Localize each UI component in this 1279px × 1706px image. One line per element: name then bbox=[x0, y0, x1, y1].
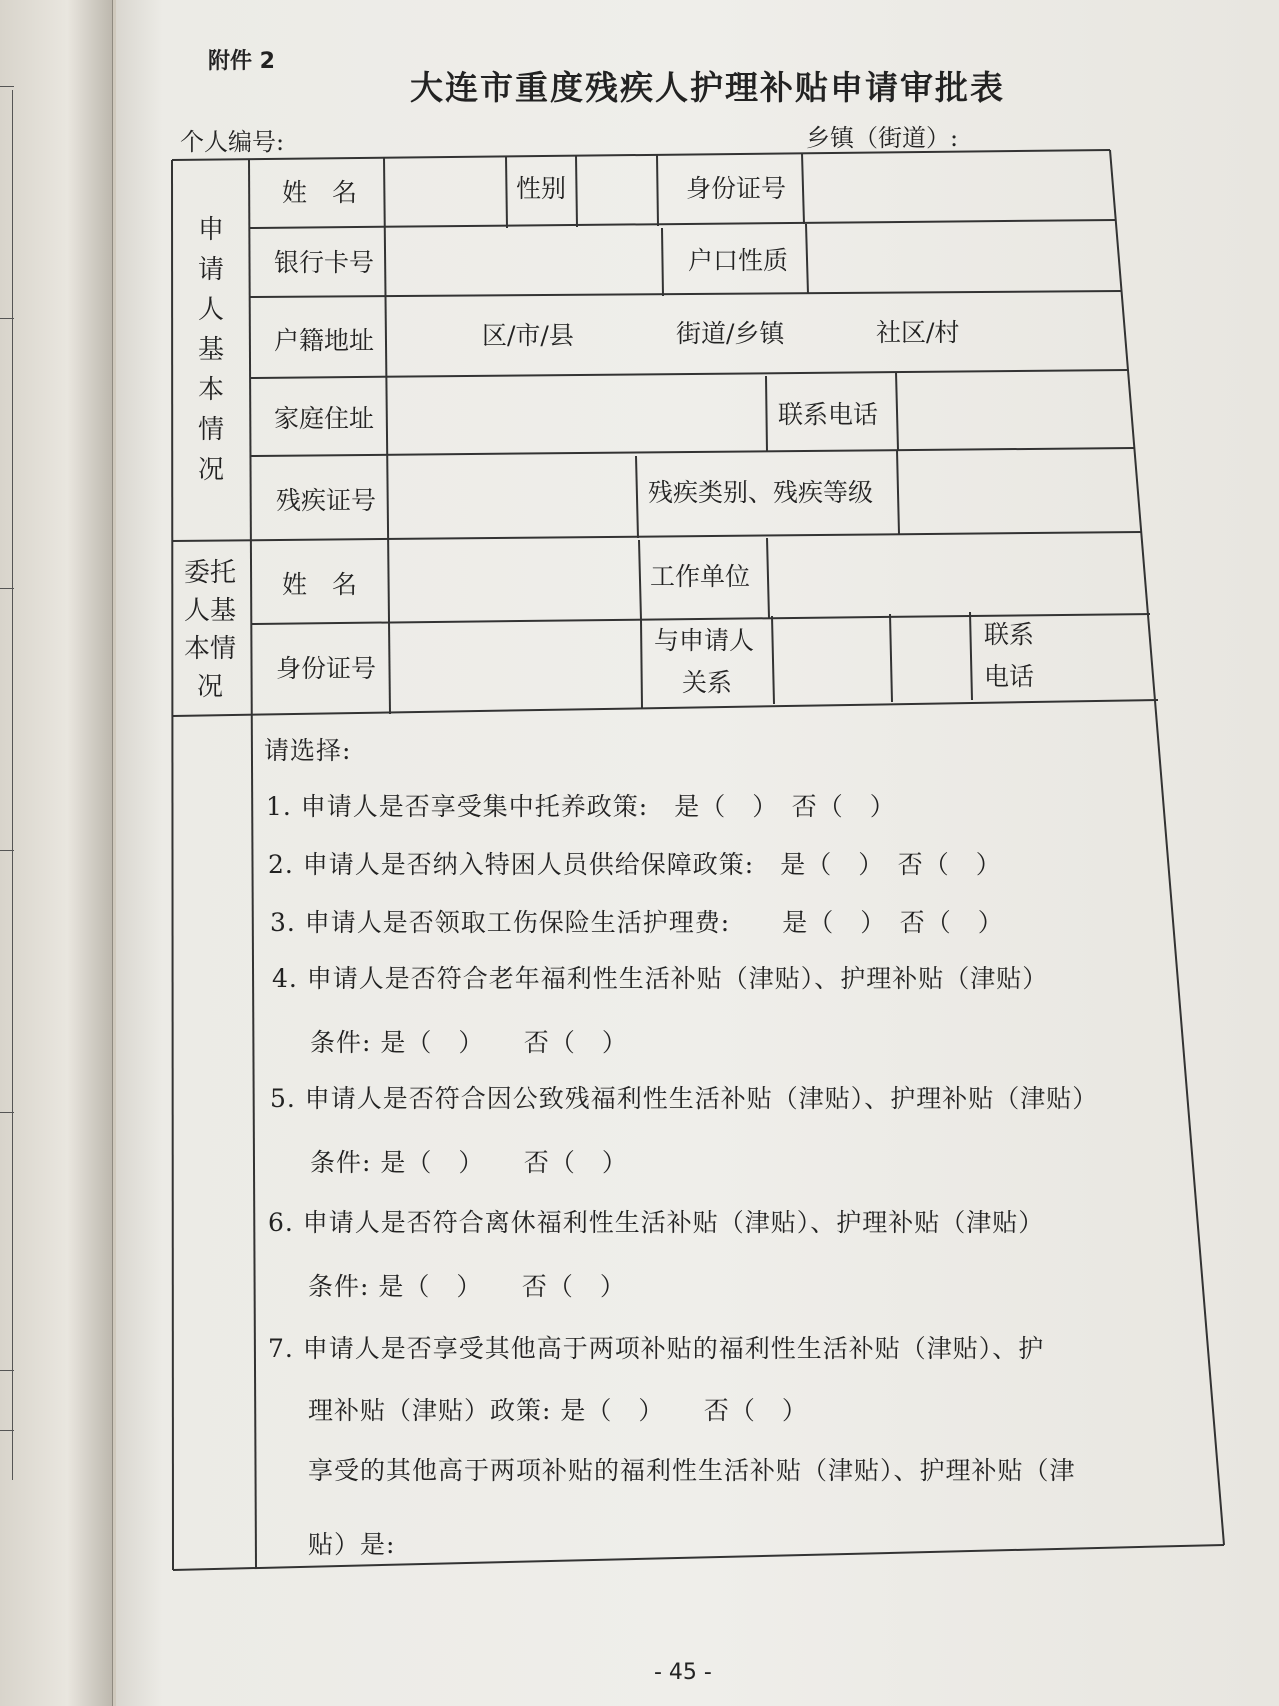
page-number: - 45 - bbox=[654, 1660, 712, 1685]
question-5: 5. 申请人是否符合因公致残福利性生活补贴（津贴）、护理补贴（津贴） bbox=[270, 1084, 1099, 1113]
question-1: 1. 申请人是否享受集中托养政策: 是（ ） 否（ ） bbox=[266, 792, 896, 821]
form-title: 大连市重度残疾人护理补贴申请审批表 bbox=[410, 68, 1005, 107]
question-4: 4. 申请人是否符合老年福利性生活补贴（津贴）、护理补贴（津贴） bbox=[272, 964, 1049, 993]
question-7-continued: 理补贴（津贴）政策: 是（ ） 否（ ） bbox=[308, 1396, 808, 1425]
agent-phone-label-2: 电话 bbox=[984, 662, 1035, 691]
personal-id-label: 个人编号: bbox=[180, 128, 285, 156]
question-7-other-benefits: 享受的其他高于两项补贴的福利性生活补贴（津贴）、护理补贴（津 bbox=[308, 1456, 1076, 1485]
disability-cert-label: 残疾证号 bbox=[276, 486, 377, 515]
attachment-label: 附件 2 bbox=[208, 49, 275, 74]
township-label: 乡镇（街道）: bbox=[806, 124, 959, 152]
facing-page-edge bbox=[0, 0, 113, 1706]
agent-section-label: 委托人基本情况 bbox=[183, 558, 236, 702]
community-label: 社区/村 bbox=[876, 318, 960, 347]
agent-name-label: 姓 名 bbox=[282, 570, 358, 599]
document-page bbox=[116, 0, 1279, 1706]
relation-label-2: 关系 bbox=[682, 668, 733, 697]
question-6: 6. 申请人是否符合离休福利性生活补贴（津贴）、护理补贴（津贴） bbox=[268, 1208, 1045, 1237]
question-2: 2. 申请人是否纳入特困人员供给保障政策: 是（ ） 否（ ） bbox=[268, 850, 1002, 879]
home-address-label: 家庭住址 bbox=[274, 404, 375, 433]
applicant-phone-label: 联系电话 bbox=[778, 400, 879, 429]
question-5-condition: 条件: 是（ ） 否（ ） bbox=[310, 1148, 628, 1177]
question-7-answer-label: 贴）是: bbox=[308, 1530, 396, 1559]
applicant-section-label: 申请人基本情况 bbox=[197, 215, 224, 485]
agent-phone-label-1: 联系 bbox=[984, 620, 1035, 649]
applicant-gender-label: 性别 bbox=[516, 174, 567, 203]
bank-card-label: 银行卡号 bbox=[274, 248, 375, 277]
registered-address-label: 户籍地址 bbox=[274, 326, 375, 355]
question-7: 7. 申请人是否享受其他高于两项补贴的福利性生活补贴（津贴）、护 bbox=[268, 1334, 1045, 1363]
street-label: 街道/乡镇 bbox=[676, 319, 785, 348]
applicant-id-label: 身份证号 bbox=[686, 174, 787, 203]
hukou-type-label: 户口性质 bbox=[688, 246, 789, 275]
form-table bbox=[116, 0, 1279, 1706]
question-4-condition: 条件: 是（ ） 否（ ） bbox=[310, 1028, 628, 1057]
relation-label-1: 与申请人 bbox=[654, 626, 755, 655]
work-unit-label: 工作单位 bbox=[650, 562, 751, 591]
question-6-condition: 条件: 是（ ） 否（ ） bbox=[308, 1272, 626, 1301]
agent-id-label: 身份证号 bbox=[276, 654, 377, 683]
district-label: 区/市/县 bbox=[482, 321, 574, 350]
questions-intro: 请选择: bbox=[264, 736, 352, 765]
question-3: 3. 申请人是否领取工伤保险生活护理费: 是（ ） 否（ ） bbox=[270, 908, 1004, 937]
applicant-name-label: 姓 名 bbox=[282, 178, 358, 207]
disability-type-level-label: 残疾类别、残疾等级 bbox=[648, 478, 874, 507]
